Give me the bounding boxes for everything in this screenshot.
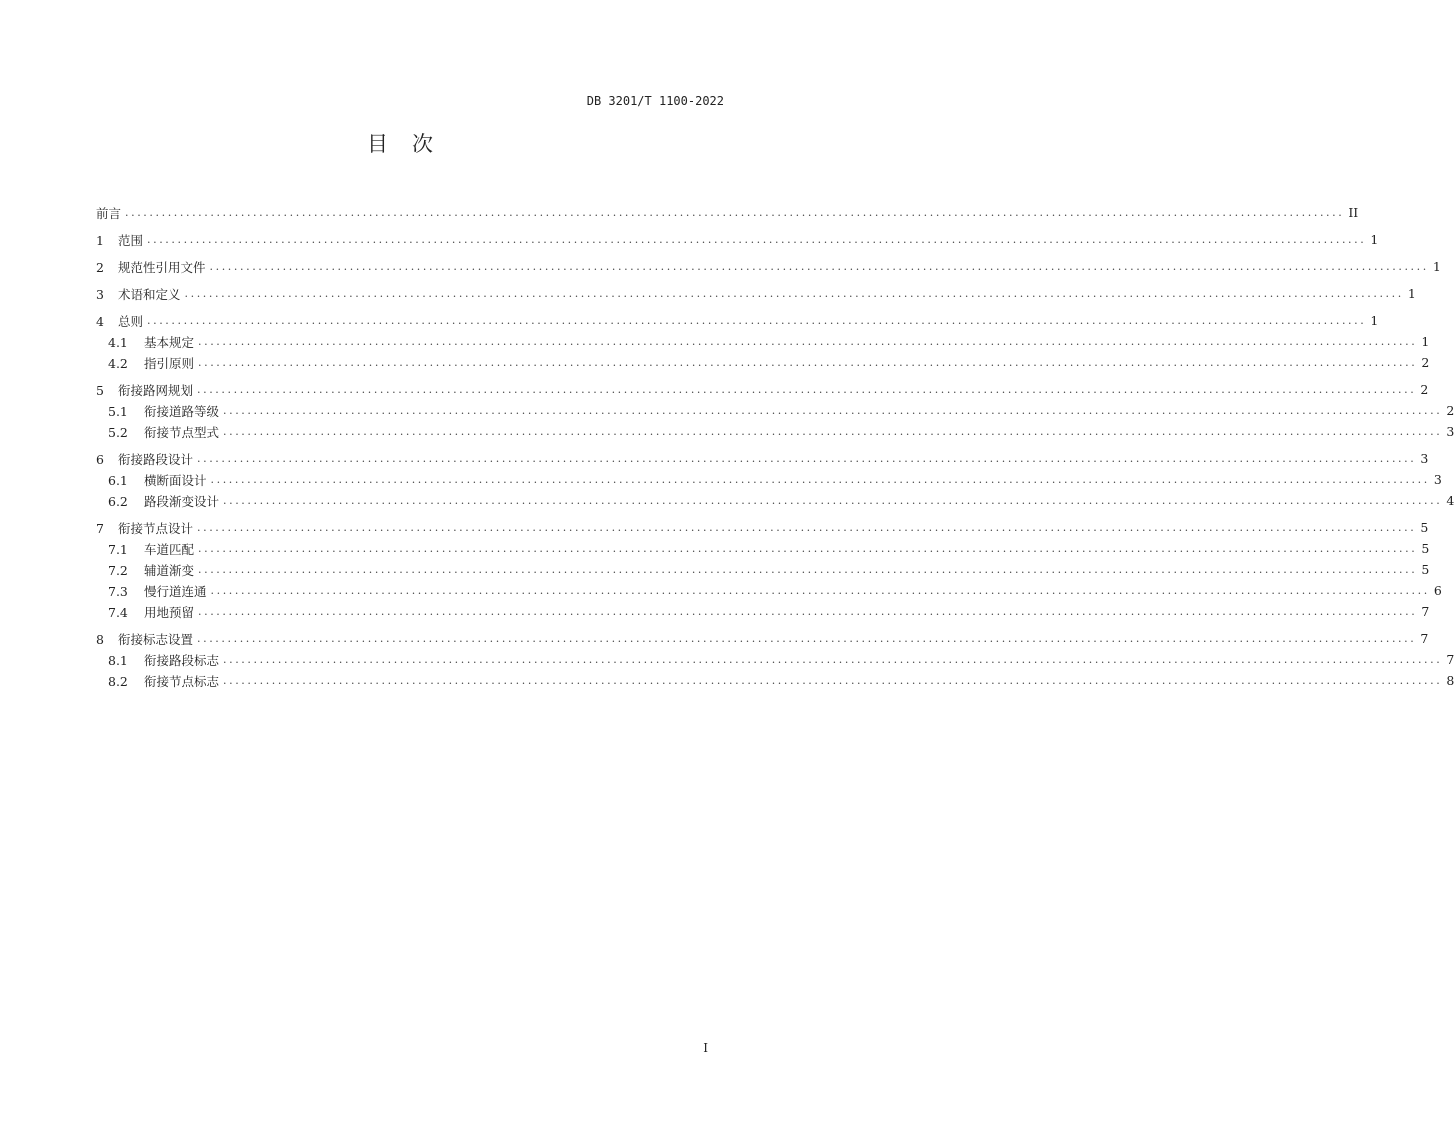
toc-entry-number: 1 xyxy=(96,232,104,248)
toc-entry-title xyxy=(96,672,219,690)
toc-entry-number: 8.2 xyxy=(108,673,128,689)
toc-entry-label: 横断面设计 xyxy=(144,472,207,488)
toc-entry[interactable] xyxy=(96,628,1429,649)
standard-number: DB 3201/T 1100-2022 xyxy=(586,94,724,108)
toc-entry-title xyxy=(96,450,193,468)
page-number: I xyxy=(703,1041,708,1055)
toc-entry[interactable] xyxy=(96,331,1430,352)
dot-leader: ........................................................................................................................................................................................................ xyxy=(197,521,1417,534)
toc-entry-page: 1 xyxy=(1407,286,1416,301)
toc-entry-title xyxy=(96,630,193,648)
toc-entry-label: 术语和定义 xyxy=(118,286,181,302)
table-of-contents xyxy=(96,202,1454,691)
toc-entry-label: 衔接节点标志 xyxy=(144,673,220,689)
toc-entry-label: 辅道渐变 xyxy=(144,562,195,578)
dot-leader: ........................................................................................................................................................................................................ xyxy=(197,632,1417,645)
toc-entry-page: 7 xyxy=(1421,604,1430,619)
toc-entry[interactable] xyxy=(96,379,1429,400)
toc-entry-number: 3 xyxy=(96,286,104,302)
toc-entry-number: 4.1 xyxy=(108,334,128,350)
toc-entry-page: 2 xyxy=(1421,355,1430,370)
toc-entry-label: 衔接路网规划 xyxy=(118,382,194,398)
toc-entry[interactable] xyxy=(96,448,1429,469)
toc-entry-label: 衔接道路等级 xyxy=(144,403,220,419)
toc-entry-title xyxy=(96,492,219,510)
toc-entry-title xyxy=(96,312,143,330)
toc-entry-title xyxy=(96,603,194,621)
dot-leader: ........................................................................................................................................................................................................ xyxy=(147,314,1367,327)
toc-entry-title xyxy=(96,423,219,441)
toc-entry[interactable] xyxy=(96,400,1454,421)
dot-leader: ........................................................................................................................................................................................................ xyxy=(198,356,1418,369)
toc-entry-page: 3 xyxy=(1446,424,1454,439)
toc-entry-label: 慢行道连通 xyxy=(144,583,207,599)
toc-entry-number: 7.1 xyxy=(108,541,128,557)
toc-entry-number: 5.1 xyxy=(108,403,128,419)
toc-entry-number: 8 xyxy=(96,631,104,647)
dot-leader: ........................................................................................................................................................................................................ xyxy=(223,494,1443,507)
toc-entry-page: 5 xyxy=(1421,541,1430,556)
dot-leader: ........................................................................................................................................................................................................ xyxy=(198,605,1418,618)
toc-entry[interactable] xyxy=(96,256,1441,277)
toc-entry-title xyxy=(96,540,194,558)
toc-entry-label: 车道匹配 xyxy=(144,541,195,557)
toc-entry-title xyxy=(96,651,219,669)
dot-leader: ........................................................................................................................................................................................................ xyxy=(223,425,1443,438)
dot-leader: ........................................................................................................................................................................................................ xyxy=(147,233,1367,246)
dot-leader: ........................................................................................................................................................................................................ xyxy=(209,260,1429,273)
toc-entry[interactable] xyxy=(96,283,1416,304)
toc-entry-page: 1 xyxy=(1370,313,1379,328)
toc-entry-title xyxy=(96,519,193,537)
toc-entry-page: 5 xyxy=(1421,562,1430,577)
dot-leader: ........................................................................................................................................................................................................ xyxy=(184,287,1404,300)
dot-leader: ........................................................................................................................................................................................................ xyxy=(223,674,1443,687)
dot-leader: ........................................................................................................................................................................................................ xyxy=(198,335,1418,348)
toc-entry-label: 规范性引用文件 xyxy=(118,259,206,275)
toc-entry-page: 1 xyxy=(1421,334,1430,349)
toc-entry-title xyxy=(96,333,194,351)
toc-entry-page: 3 xyxy=(1433,472,1442,487)
toc-entry-page: II xyxy=(1348,205,1359,220)
toc-entry-number: 5.2 xyxy=(108,424,128,440)
toc-entry-title xyxy=(96,204,121,222)
toc-entry-page: 7 xyxy=(1420,631,1429,646)
toc-entry-number: 7 xyxy=(96,520,104,536)
dot-leader: ........................................................................................................................................................................................................ xyxy=(125,206,1345,219)
toc-entry[interactable] xyxy=(96,559,1430,580)
toc-entry-number: 2 xyxy=(96,259,104,275)
toc-entry-number: 7.2 xyxy=(108,562,128,578)
dot-leader: ........................................................................................................................................................................................................ xyxy=(198,542,1418,555)
toc-entry-label: 衔接路段设计 xyxy=(118,451,194,467)
toc-entry-number: 4.2 xyxy=(108,355,128,371)
dot-leader: ........................................................................................................................................................................................................ xyxy=(197,452,1417,465)
toc-entry-page: 2 xyxy=(1420,382,1429,397)
toc-entry-label: 衔接节点型式 xyxy=(144,424,220,440)
toc-entry-title xyxy=(96,285,181,303)
toc-entry-number: 6.2 xyxy=(108,493,128,509)
toc-entry[interactable] xyxy=(96,517,1429,538)
toc-entry-number: 6 xyxy=(96,451,104,467)
toc-entry-page: 7 xyxy=(1446,652,1454,667)
toc-entry-page: 5 xyxy=(1420,520,1429,535)
toc-entry[interactable] xyxy=(96,490,1454,511)
toc-entry-label: 基本规定 xyxy=(144,334,195,350)
toc-entry-title xyxy=(96,231,143,249)
dot-leader: ........................................................................................................................................................................................................ xyxy=(210,473,1430,486)
toc-entry-page: 6 xyxy=(1433,583,1442,598)
toc-entry-page: 1 xyxy=(1432,259,1441,274)
toc-entry-number: 7.3 xyxy=(108,583,128,599)
toc-entry[interactable] xyxy=(96,310,1379,331)
toc-entry-page: 3 xyxy=(1420,451,1429,466)
toc-entry-number: 7.4 xyxy=(108,604,128,620)
toc-entry-title xyxy=(96,381,193,399)
toc-entry-title xyxy=(96,561,194,579)
dot-leader: ........................................................................................................................................................................................................ xyxy=(198,563,1418,576)
toc-entry-title xyxy=(96,402,219,420)
dot-leader: ........................................................................................................................................................................................................ xyxy=(223,653,1443,666)
toc-entry-number: 6.1 xyxy=(108,472,128,488)
toc-entry-title xyxy=(96,582,207,600)
dot-leader: ........................................................................................................................................................................................................ xyxy=(197,383,1417,396)
toc-entry-label: 衔接标志设置 xyxy=(118,631,194,647)
dot-leader: ........................................................................................................................................................................................................ xyxy=(210,584,1430,597)
toc-entry-label: 前言 xyxy=(96,205,122,221)
toc-entry-label: 范围 xyxy=(118,232,144,248)
toc-entry[interactable] xyxy=(96,202,1359,223)
dot-leader: ........................................................................................................................................................................................................ xyxy=(223,404,1443,417)
toc-entry-number: 5 xyxy=(96,382,104,398)
toc-entry-label: 用地预留 xyxy=(144,604,195,620)
toc-entry[interactable] xyxy=(96,649,1454,670)
page-title: 目次 xyxy=(367,132,457,156)
toc-entry[interactable] xyxy=(96,580,1442,601)
toc-entry-label: 衔接节点设计 xyxy=(118,520,194,536)
toc-entry[interactable] xyxy=(96,670,1454,691)
toc-entry-label: 指引原则 xyxy=(144,355,195,371)
toc-entry[interactable] xyxy=(96,229,1379,250)
toc-entry[interactable] xyxy=(96,352,1430,373)
toc-entry-number: 4 xyxy=(96,313,104,329)
toc-entry-page: 1 xyxy=(1370,232,1379,247)
toc-entry-page: 4 xyxy=(1446,493,1454,508)
toc-entry-title xyxy=(96,258,206,276)
toc-entry[interactable] xyxy=(96,538,1430,559)
toc-entry[interactable] xyxy=(96,601,1430,622)
toc-entry[interactable] xyxy=(96,469,1442,490)
toc-entry-title xyxy=(96,471,207,489)
toc-entry-number: 8.1 xyxy=(108,652,128,668)
toc-entry-title xyxy=(96,354,194,372)
toc-entry-label: 路段渐变设计 xyxy=(144,493,220,509)
toc-entry[interactable] xyxy=(96,421,1454,442)
toc-entry-label: 总则 xyxy=(118,313,144,329)
toc-entry-label: 衔接路段标志 xyxy=(144,652,220,668)
toc-entry-page: 2 xyxy=(1446,403,1454,418)
toc-entry-page: 8 xyxy=(1446,673,1454,688)
